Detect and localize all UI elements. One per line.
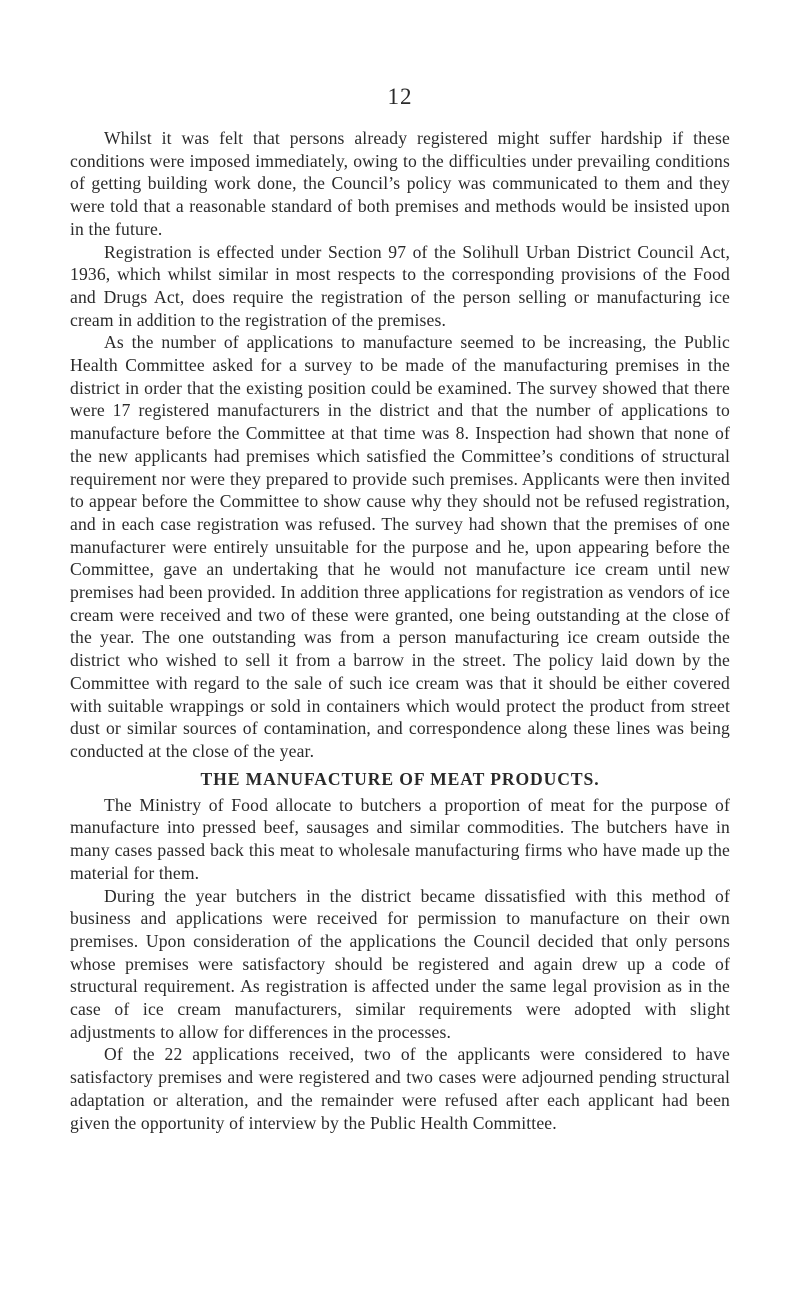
page-number: 12 — [387, 84, 413, 109]
paragraph-registration-section-97: Registration is effected under Section 97 of the Solihull Urban District Council Act, 1936, which whilst similar in most respects to the corresponding provisions of the Food and Drugs Act, does require the registration of the person selling or manufacturing ice cream in addition to the registration of the premises. — [70, 241, 730, 330]
paragraph-butchers-applications: During the year butchers in the district became dissatisfied with this method of business and applications were received for permission to manufacture on their own premises. Upon consideration of the applications the Council decided that only persons whose premises were satisfactory should be registered and again drew up a code of structural requirement. As registration is affected under the same legal provision as in the case of ice cream manufacturers, similar requirements were adopted with slight adjustments to allow for differences in the processes. — [70, 885, 730, 1042]
page-body — [70, 127, 730, 1134]
paragraph-applications-result: Of the 22 applications received, two of the applicants were considered to have satisfactory premises and were registered and two cases were adjourned pending structural adaptation or alteration, and the remainder were refused after each applicant had been given the opportunity of interview by the Public Health Committee. — [70, 1044, 730, 1133]
section-heading-meat-products: THE MANUFACTURE OF MEAT PRODUCTS. — [200, 768, 600, 789]
paragraph-manufacturer-survey: As the number of applications to manufacture seemed to be increasing, the Public Health Committee asked for a survey to be made of the manufacturing premises in the district in order that the existing position could be examined. The survey showed that there were 17 registered manufacturers in the district and that the number of applications to manufacture before the Committee at that time was 8. Inspection had shown that none of the new applicants had premises which satisfied the Committee’s conditions of structural requirement nor were they prepared to provide such premises. Applicants were then invited to appear before the Committee to show cause why they should not be refused registration, and in each case registration was refused. The survey had shown that the premises of one manufacturer were entirely unsuitable for the purpose and he, upon appearing before the Committee, gave an undertaking that he would not manufacture ice cream until new premises had been provided. In addition three applications for registration as vendors of ice cream were received and two of these were granted, one being outstanding at the close of the year. The one outstanding was from a person manufacturing ice cream outside the district who wished to sell it from a barrow in the street. The policy laid down by the Committee with regard to the sale of such ice cream was that it should be either covered with suitable wrappings or sold in containers which would protect the product from street dust or similar sources of contamination, and correspondence along these lines was being conducted at the close of the year. — [70, 332, 730, 761]
paragraph-ministry-of-food: The Ministry of Food allocate to butchers a proportion of meat for the purpose of manufacture into pressed beef, sausages and similar commodities. The butchers have in many cases passed back this meat to wholesale manufacturing firms who have made up the material for them. — [70, 794, 730, 883]
paragraph-registered-persons: Whilst it was felt that persons already registered might suffer hardship if these conditions were imposed immediately, owing to the difficulties under prevailing conditions of getting building work done, the Council’s policy was communicated to them and they were told that a reasonable standard of both premises and methods would be insisted upon in the future. — [70, 128, 730, 239]
